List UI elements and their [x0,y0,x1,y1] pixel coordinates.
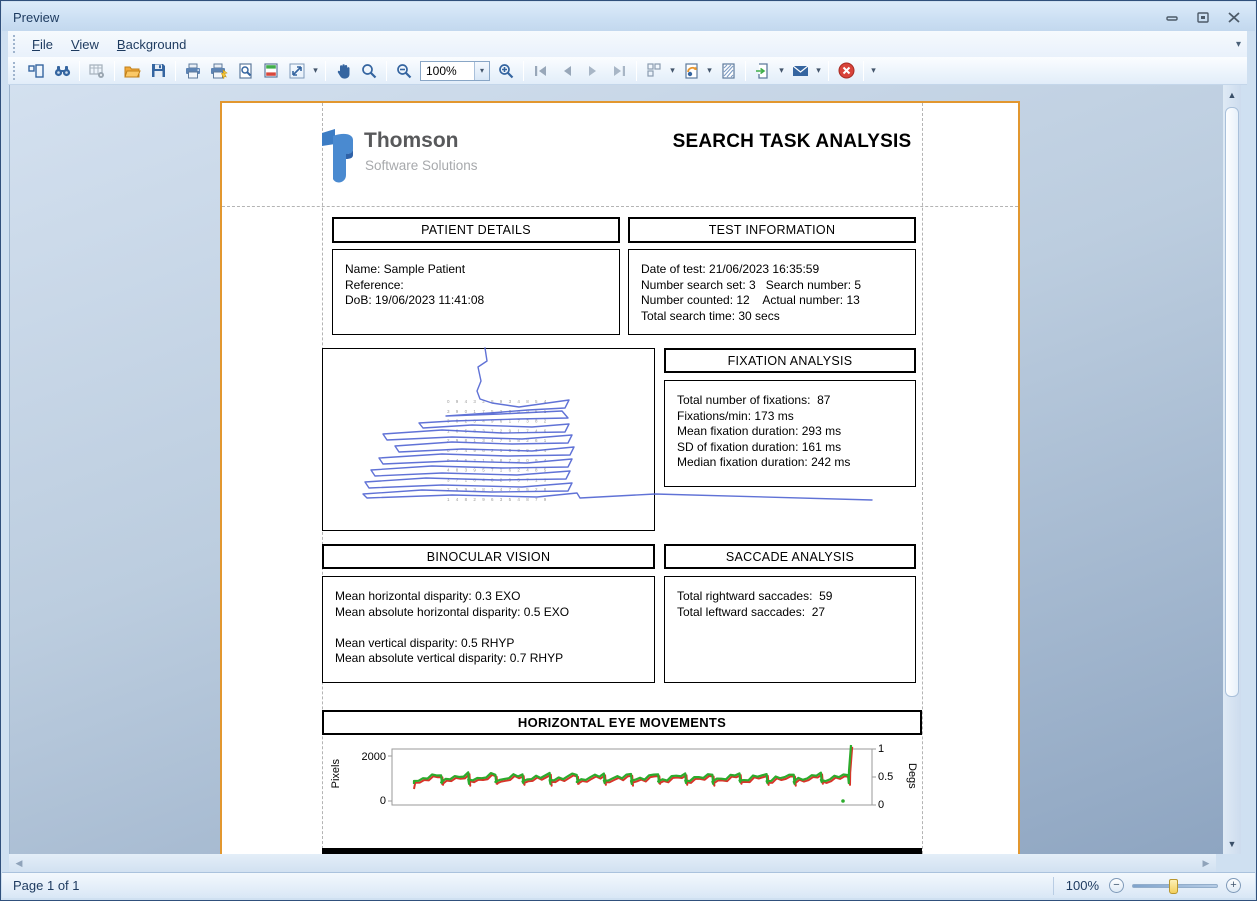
mean-abs-horizontal-disparity: Mean absolute horizontal disparity: 0.5 EXO [335,604,570,619]
svg-text:9: 9 [535,457,538,463]
svg-text:9: 9 [508,428,512,434]
svg-text:6: 6 [482,448,485,453]
svg-text:3: 3 [499,497,503,502]
svg-text:3: 3 [543,477,547,483]
zoom-in-slider-button[interactable]: + [1226,878,1241,893]
export-document-icon [755,63,771,79]
svg-text:7: 7 [526,477,529,483]
svg-text:1: 1 [491,487,494,493]
next-page-icon [587,65,599,77]
svg-text:6: 6 [473,477,476,483]
toolbar-separator [636,61,637,81]
svg-text:5: 5 [491,457,494,463]
leftward-saccades: Total leftward saccades: 27 [677,604,826,619]
mean-abs-vertical-disparity: Mean absolute vertical disparity: 0.7 RHYP [335,651,564,665]
test-search-time: Total search time: 30 secs [641,308,780,323]
svg-text:4: 4 [455,497,459,502]
svg-text:6: 6 [455,428,459,434]
svg-text:2: 2 [543,418,547,424]
window-title: Preview [13,10,60,25]
vertical-scrollbar[interactable] [1223,85,1241,854]
zoom-out-button[interactable] [391,59,417,83]
saccade-analysis-header: SACCADE ANALYSIS [664,544,916,569]
status-separator [1053,877,1054,895]
svg-text:7: 7 [535,497,538,502]
zoom-combo [420,61,490,81]
svg-text:4: 4 [455,457,459,463]
svg-text:2: 2 [491,448,494,453]
document-map-icon [28,63,44,79]
left-axis-tick-2000: 2000 [361,751,386,763]
scroll-left-arrow[interactable]: ◀ [15,857,23,868]
svg-text:6: 6 [535,408,538,414]
menu-background[interactable]: Background [116,36,187,52]
brand-name: Thomson [364,129,459,152]
svg-text:3: 3 [447,408,450,414]
svg-text:6: 6 [508,467,512,473]
svg-text:7: 7 [482,408,485,414]
svg-text:8: 8 [464,497,468,502]
svg-text:7: 7 [508,457,512,463]
svg-text:9: 9 [455,408,459,414]
hand-icon [336,63,351,79]
svg-text:1: 1 [482,457,485,463]
multiple-pages-button[interactable] [641,59,667,83]
svg-text:2: 2 [447,438,450,444]
quick-print-button[interactable] [206,59,232,83]
eye-movement-trace [322,737,922,851]
printer-icon [185,63,201,79]
svg-text:2: 2 [473,457,476,463]
svg-text:8: 8 [473,428,476,434]
svg-text:1: 1 [499,448,503,453]
patient-details-header: PATIENT DETAILS [332,217,620,243]
test-information-header: TEST INFORMATION [628,217,916,243]
patient-reference: Reference: [345,277,404,292]
svg-text:6: 6 [464,457,468,463]
margin-guide-right [922,103,923,854]
zoom-in-icon [498,63,514,79]
svg-text:9: 9 [491,418,494,424]
close-button[interactable] [1221,8,1247,26]
scanpath-frame [322,348,655,531]
zoom-percentage: 100% [1065,878,1099,893]
vertical-scroll-thumb[interactable] [1225,107,1239,697]
svg-text:7: 7 [491,428,494,434]
toolbar-separator [175,61,176,81]
patient-details-box [332,249,620,335]
toolbar-overflow-button[interactable]: ▾ [871,65,876,75]
svg-text:8: 8 [526,497,529,502]
svg-text:5: 5 [508,438,512,444]
menu-view[interactable]: View [70,36,99,52]
fixation-total: Total number of fixations: 87 [677,393,831,407]
svg-text:2: 2 [473,497,476,502]
magnifier-icon [361,63,377,79]
menu-grip[interactable] [12,35,17,53]
svg-text:9: 9 [455,399,459,404]
report-title: SEARCH TASK ANALYSIS [672,131,912,152]
svg-text:7: 7 [517,418,520,424]
svg-text:8: 8 [508,448,512,453]
toolbar-separator [523,61,524,81]
svg-text:4: 4 [517,497,520,502]
saccade-analysis-box [664,576,916,683]
svg-text:2: 2 [535,487,538,493]
fixation-analysis-header: FIXATION ANALYSIS [664,348,916,373]
svg-text:1: 1 [473,438,476,444]
scale-dropdown[interactable]: ▾ [313,65,318,75]
minimize-icon [1166,12,1178,22]
svg-text:2: 2 [499,477,503,483]
toolbar-separator [114,61,115,81]
save-button[interactable] [145,59,171,83]
toolbar-separator [745,61,746,81]
svg-text:1: 1 [499,467,503,473]
svg-text:3: 3 [447,477,450,483]
svg-text:9: 9 [526,448,529,453]
svg-text:8: 8 [535,418,538,424]
horizontal-eye-movements-header: HORIZONTAL EYE MOVEMENTS [322,710,922,735]
svg-text:3: 3 [473,399,476,404]
watermark-icon [721,63,736,79]
svg-text:1: 1 [447,497,450,502]
svg-text:4: 4 [543,399,547,404]
svg-text:1: 1 [543,408,547,414]
binocular-vision-box [322,576,655,683]
previous-page-button[interactable] [554,59,580,83]
svg-text:2: 2 [447,487,450,493]
scroll-up-arrow[interactable]: ▲ [1227,90,1237,100]
magnifier-button[interactable] [356,59,382,83]
svg-text:4: 4 [517,399,520,404]
zoom-slider-thumb[interactable] [1169,879,1178,894]
page-color-button[interactable] [678,59,704,83]
svg-text:4: 4 [464,399,468,404]
svg-text:8: 8 [464,438,468,444]
right-axis-tick-1: 1 [878,743,885,755]
svg-text:4: 4 [517,408,520,414]
svg-text:5: 5 [473,418,476,424]
patient-name: Name: Sample Patient [345,262,466,276]
patient-dob: DoB: 19/06/2023 11:41:08 [345,293,485,307]
svg-text:6: 6 [499,418,503,424]
page-setup-icon [238,63,253,79]
svg-text:3: 3 [473,487,476,493]
title-bar[interactable] [2,2,1255,31]
export-document-button[interactable] [750,59,776,83]
minimize-button[interactable] [1159,8,1185,26]
svg-text:8: 8 [455,418,459,424]
maximize-icon [1197,12,1209,23]
svg-text:8: 8 [455,467,459,473]
svg-text:1: 1 [517,428,520,434]
test-search-set: Number search set: 3 Search number: 5 [641,277,862,292]
menu-overflow-button[interactable]: ▾ [1235,38,1241,50]
svg-text:8: 8 [482,487,485,493]
page-color-dropdown[interactable]: ▾ [707,65,712,75]
test-date: Date of test: 21/06/2023 16:35:59 [641,262,820,276]
svg-text:3: 3 [464,467,468,473]
svg-text:8: 8 [526,399,529,404]
zoom-out-icon [396,63,412,79]
svg-text:4: 4 [482,477,485,483]
svg-text:4: 4 [499,487,503,493]
svg-text:3: 3 [517,457,520,463]
svg-text:7: 7 [526,428,529,434]
svg-text:2: 2 [526,438,529,444]
next-page-button[interactable] [580,59,606,83]
svg-text:5: 5 [526,487,529,493]
scale-icon [289,63,305,79]
thomson-logo [320,127,362,189]
toolbar-separator [828,61,829,81]
svg-text:6: 6 [491,497,494,502]
fixation-per-min: Fixations/min: 173 ms [677,408,794,423]
table-gear-icon [89,63,105,79]
svg-text:7: 7 [491,467,494,473]
zoom-input[interactable] [421,62,474,80]
svg-text:8: 8 [535,467,538,473]
svg-text:1: 1 [543,438,547,444]
svg-text:4: 4 [543,448,547,453]
svg-text:7: 7 [499,438,503,444]
svg-text:0: 0 [447,448,450,453]
header-footer-button[interactable] [258,59,284,83]
right-axis-tick-05: 0.5 [878,771,894,783]
svg-text:2: 2 [499,428,503,434]
report-page [220,101,1020,854]
svg-text:9: 9 [543,497,547,502]
svg-text:3: 3 [447,418,450,424]
toolbar-separator [386,61,387,81]
svg-text:7: 7 [455,448,459,453]
svg-text:4: 4 [491,438,494,444]
svg-text:0: 0 [526,457,529,463]
open-button[interactable] [119,59,145,83]
svg-text:9: 9 [482,497,485,502]
fixation-mean: Mean fixation duration: 293 ms [677,424,842,438]
print-button[interactable] [180,59,206,83]
page-indicator: Page 1 of 1 [13,878,80,893]
quick-print-icon [210,63,228,79]
left-axis-tick-0: 0 [379,795,386,807]
binoculars-search-icon [54,64,71,78]
last-page-button[interactable] [606,59,632,83]
svg-text:5: 5 [464,428,468,434]
document-area[interactable] [9,85,1224,854]
blank-line [335,620,654,636]
zoom-control [1053,877,1241,895]
svg-text:5: 5 [517,477,520,483]
fixation-sd: SD of fixation duration: 161 ms [677,439,842,454]
watermark-button[interactable] [715,59,741,83]
zoom-out-slider-button[interactable]: − [1109,878,1124,893]
svg-text:8: 8 [543,487,547,493]
svg-text:6: 6 [517,487,520,493]
customize-button[interactable] [84,59,110,83]
svg-text:5: 5 [543,467,547,473]
rightward-saccades: Total rightward saccades: 59 [677,589,833,603]
document-map-button[interactable] [23,59,49,83]
svg-text:7: 7 [508,487,512,493]
multiple-pages-icon [647,63,662,78]
send-email-button[interactable] [787,59,813,83]
svg-text:1: 1 [464,477,468,483]
svg-text:3: 3 [482,428,485,434]
svg-text:9: 9 [473,467,476,473]
stop-icon [838,62,855,79]
svg-text:7: 7 [455,477,459,483]
svg-text:6: 6 [535,438,538,444]
svg-text:1: 1 [473,408,476,414]
multiple-pages-dropdown[interactable]: ▾ [670,65,675,75]
svg-text:4: 4 [535,428,538,434]
svg-text:5: 5 [455,487,459,493]
svg-text:3: 3 [508,399,512,404]
test-number-counted: Number counted: 12 Actual number: 13 [641,293,860,307]
zoom-in-button[interactable] [493,59,519,83]
zoom-slider-track[interactable] [1132,884,1218,888]
svg-text:9: 9 [473,448,476,453]
svg-text:0: 0 [464,408,468,414]
save-floppy-icon [151,63,166,78]
svg-text:1: 1 [535,477,538,483]
open-folder-icon [124,64,141,78]
fixation-median: Median fixation duration: 242 ms [677,455,851,469]
svg-text:1: 1 [447,428,450,434]
svg-text:2: 2 [499,408,503,414]
toolbar-separator [79,61,80,81]
horizontal-scrollbar[interactable] [9,854,1216,872]
svg-text:5: 5 [508,497,512,502]
first-page-icon [534,65,548,77]
svg-text:9: 9 [464,487,468,493]
status-bar [2,872,1255,898]
svg-text:9: 9 [508,477,512,483]
close-icon [1228,12,1240,23]
svg-text:7: 7 [535,448,538,453]
svg-text:3: 3 [482,438,485,444]
stop-button[interactable] [833,59,859,83]
first-page-button[interactable] [528,59,554,83]
svg-text:8: 8 [499,457,503,463]
scroll-right-arrow[interactable]: ▶ [1202,857,1210,868]
svg-text:2: 2 [464,418,468,424]
svg-text:9: 9 [455,438,459,444]
last-page-icon [612,65,626,77]
svg-text:5: 5 [491,408,494,414]
margin-guide-header [222,206,1018,207]
email-envelope-icon [792,65,809,77]
left-axis-label: Pixels [330,759,342,789]
previous-page-icon [561,65,573,77]
brand-tagline: Software Solutions [365,158,478,173]
horizontal-eye-movements-chart [322,737,922,851]
svg-text:6: 6 [543,428,547,434]
mean-vertical-disparity: Mean vertical disparity: 0.5 RHYP [335,635,515,650]
svg-text:5: 5 [482,467,485,473]
toolbar [8,57,1247,85]
svg-text:3: 3 [517,448,520,453]
svg-text:2: 2 [517,467,520,473]
svg-text:0: 0 [447,399,450,404]
right-axis-label: Degs [906,763,918,789]
svg-text:4: 4 [464,448,468,453]
svg-text:8: 8 [491,399,494,404]
svg-text:9: 9 [447,457,450,463]
hand-tool-button[interactable] [330,59,356,83]
binocular-vision-header: BINOCULAR VISION [322,544,655,569]
menu-bar [8,31,1247,57]
svg-text:4: 4 [482,418,485,424]
svg-text:2: 2 [482,399,485,404]
svg-text:8: 8 [517,438,520,444]
zoom-combo-dropdown[interactable]: ▾ [474,62,489,80]
svg-text:5: 5 [535,399,538,404]
right-axis-tick-0: 0 [878,799,885,811]
test-information-box [628,249,916,335]
send-email-dropdown[interactable]: ▾ [816,65,821,75]
svg-text:4: 4 [526,467,529,473]
svg-text:8: 8 [491,477,494,483]
svg-text:4: 4 [543,457,547,463]
toolbar-separator [325,61,326,81]
search-button[interactable] [49,59,75,83]
svg-text:1: 1 [508,418,512,424]
mean-horizontal-disparity: Mean horizontal disparity: 0.3 EXO [335,589,521,603]
page-setup-button[interactable] [232,59,258,83]
page-color-icon [684,63,699,79]
svg-text:9: 9 [526,408,529,414]
maximize-button[interactable] [1190,8,1216,26]
export-document-dropdown[interactable]: ▾ [779,65,784,75]
header-footer-icon [264,63,278,78]
svg-text:8: 8 [508,408,512,414]
toolbar-separator [863,61,864,81]
menu-file[interactable]: File [32,36,53,52]
svg-text:4: 4 [447,467,450,473]
svg-text:9: 9 [499,399,503,404]
toolbar-grip[interactable] [12,62,17,80]
svg-text:3: 3 [526,418,529,424]
scroll-down-arrow[interactable]: ▼ [1227,839,1237,849]
fixation-analysis-box [664,380,916,487]
scale-button[interactable] [284,59,310,83]
